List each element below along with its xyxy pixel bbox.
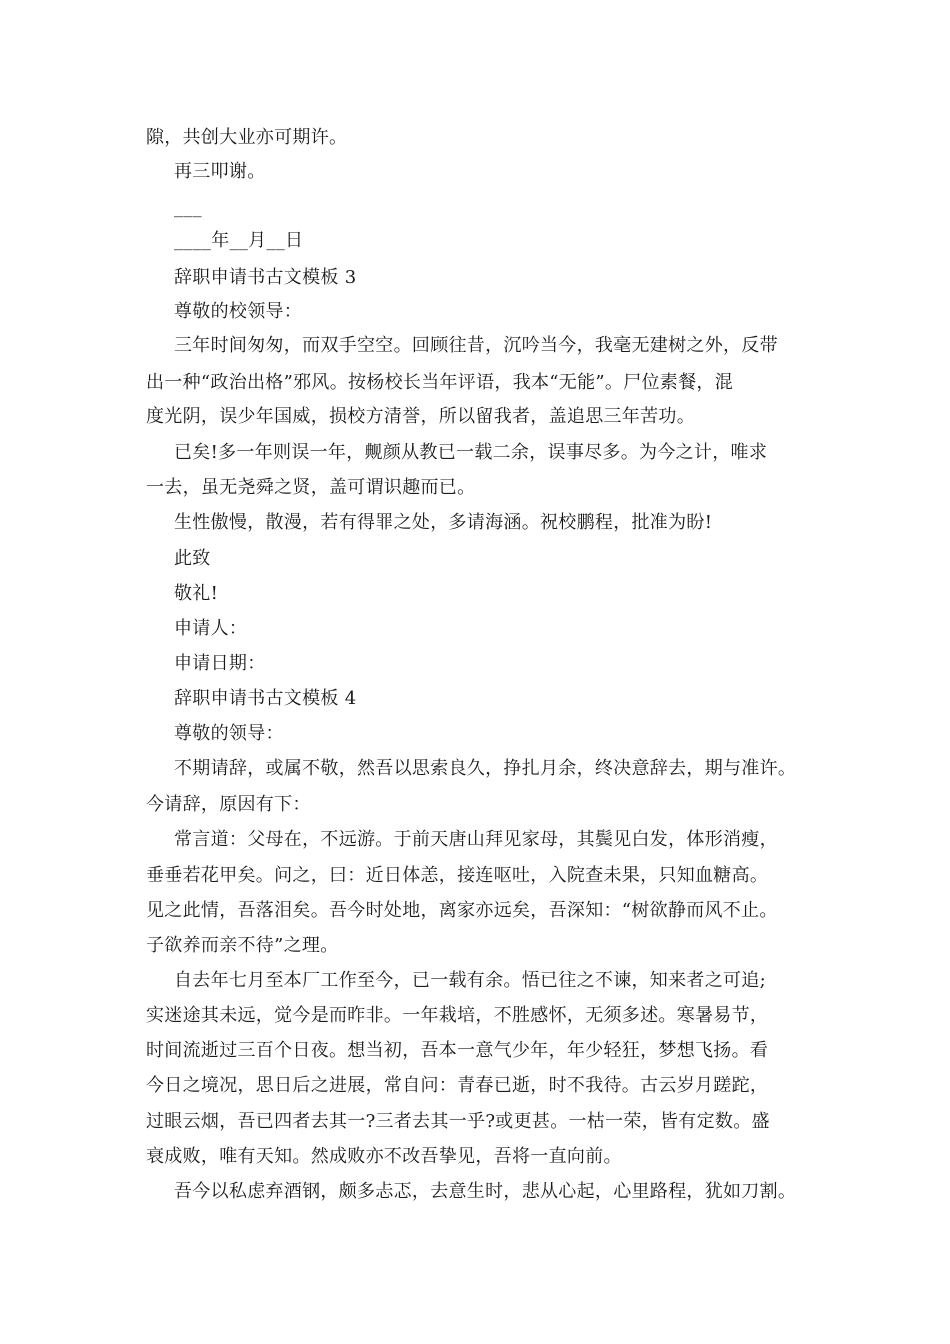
- paragraph-line: 度光阴，误少年国威，损校方清誉，所以留我者，盖追思三年苦功。: [146, 406, 695, 427]
- paragraph-line: 常言道：父母在，不远游。于前天唐山拜见家母，其鬓见白发，体形消瘦，: [174, 829, 778, 850]
- salutation: 尊敬的校领导：: [174, 301, 303, 322]
- section-heading-3: 辞职申请书古文模板 3: [174, 267, 357, 288]
- section-heading-4: 辞职申请书古文模板 4: [174, 688, 357, 709]
- paragraph-line: 三年时间匆匆，而双手空空。回顾往昔，沉吟当今，我毫无建树之外，反带: [174, 335, 778, 356]
- paragraph-line: 今日之境况，思日后之进展，常自问：青春已逝，时不我待。古云岁月蹉跎，: [146, 1075, 769, 1096]
- paragraph-line: 不期请辞，或属不敬，然吾以思索良久，挣扎月余，终决意辞去，期与准许。: [174, 758, 797, 779]
- paragraph-line: 生性傲慢，散漫，若有得罪之处，多请海涵。祝校鹏程，批准为盼!: [174, 512, 713, 533]
- signature-blank: ___: [174, 197, 202, 218]
- salutation: 尊敬的领导：: [174, 723, 284, 744]
- application-date-label: 申请日期：: [174, 653, 266, 674]
- paragraph-line: 今请辞，原因有下：: [146, 794, 311, 815]
- paragraph-line: 衰成败，唯有天知。然成败亦不改吾挚见，吾将一直向前。: [146, 1146, 622, 1167]
- paragraph-line: 已矣!多一年则误一年，觍颜从教已一载二余，误事尽多。为今之计，唯求: [174, 442, 768, 463]
- paragraph-line: 出一种“政治出格”邪风。按杨校长当年评语，我本“无能”。尸位素餐，混: [146, 372, 734, 393]
- paragraph-line: 时间流逝过三百个日夜。想当初，吾本一意气少年，年少轻狂，梦想飞扬。看: [146, 1040, 769, 1061]
- paragraph-line: 见之此情，吾落泪矣。吾今时处地，离家亦远矣，吾深知：“树欲静而风不止。: [146, 900, 778, 921]
- applicant-label: 申请人：: [174, 618, 248, 639]
- paragraph-line: 自去年七月至本厂工作至今，已一载有余。悟已往之不谏，知来者之可追;: [174, 970, 766, 991]
- closing-thanks: 再三叩谢。: [174, 161, 266, 182]
- paragraph-line: 吾今以私虑弃酒钢，颇多忐忑，去意生时，悲从心起，心里路程，犹如刀割。: [174, 1181, 797, 1202]
- date-blank: ____年__月__日: [174, 230, 304, 251]
- paragraph-line: 垂垂若花甲矣。问之，曰：近日体恙，接连呕吐，入院查未果，只知血糖高。: [146, 865, 769, 886]
- paragraph-line: 一去，虽无尧舜之贤，盖可谓识趣而已。: [146, 477, 476, 498]
- paragraph-line: 过眼云烟，吾已四者去其一?三者去其一乎?或更甚。一枯一荣，皆有定数。盛: [146, 1111, 770, 1132]
- closing-salutation: 此致: [174, 548, 211, 569]
- closing-regards: 敬礼!: [174, 583, 219, 604]
- paragraph-line: 实迷途其未远，觉今是而昨非。一年栽培，不胜感怀，无须多述。寒暑易节，: [146, 1005, 769, 1026]
- paragraph-line: 子欲养而亲不待”之理。: [146, 935, 339, 956]
- paragraph-line: 隙，共创大业亦可期许。: [146, 127, 348, 148]
